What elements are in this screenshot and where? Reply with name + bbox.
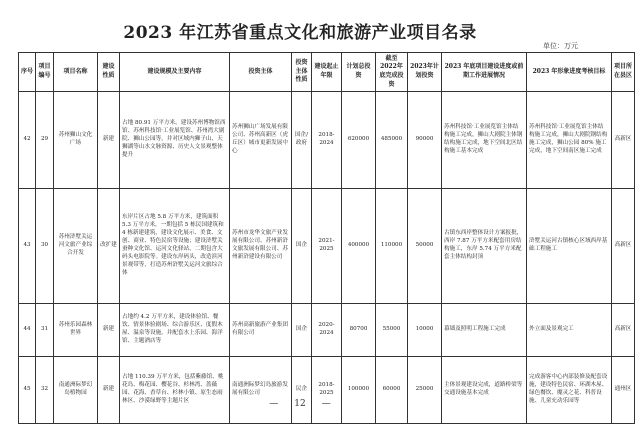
investor-cell: 苏州高新旅游产业集团有限公司 <box>230 304 292 357</box>
header-cell: 投资主体性质 <box>292 53 312 92</box>
header-cell: 项目所在县区 <box>612 53 635 92</box>
content-cell: 占地 110.39 万平方米，包括紫藤馆、桃花岛、梅花园、樱花谷、杉林湾、蔷薇园、花海、香草台、杉林小镇、原生态雨林区、沙漠绿野等主题片区 <box>120 357 230 424</box>
content-cell: 占地 80.91 万平方米，建设苏州博物馆西馆、苏州科技馆·工业展览馆、苏州湾大剧院、狮山公园等，并对区域内狮子山、天狮湖等山水文脉资源、历史人文景观整体提升 <box>120 92 230 189</box>
investor-type-cell: 国企 <box>292 189 312 304</box>
code-cell: 29 <box>36 92 54 189</box>
table-row <box>19 92 635 189</box>
investor-type-cell: 民企 <box>292 357 312 424</box>
seq-cell: 43 <box>19 189 36 304</box>
header-cell: 序号 <box>19 53 36 92</box>
nature-cell: 新建 <box>98 304 120 357</box>
page-number <box>0 399 600 409</box>
table-row <box>19 304 635 357</box>
seq-cell: 42 <box>19 92 36 189</box>
done-cell: 485000 <box>376 92 408 189</box>
header-row <box>19 53 635 92</box>
plan-cell: 10000 <box>408 304 442 357</box>
total-cell: 620000 <box>342 92 376 189</box>
header-cell: 项目编号 <box>36 53 54 92</box>
name-cell: 苏州浒墅关运河文旅产业综合开发 <box>54 189 98 304</box>
done-cell: 55000 <box>376 304 408 357</box>
code-cell: 30 <box>36 189 54 304</box>
county-cell: 高新区 <box>612 189 635 304</box>
target-cell: 完成游客中心内部装修及配套设施，建设特色民宿、环湖木屋、绿色餐饮、魔灵之花、科普设施、儿童充动乐园等 <box>527 357 612 424</box>
header-cell: 2023 年底项目建设进度或前期工作进展情况 <box>442 53 527 92</box>
name-cell: 南通洲际梦幻岛植物园 <box>54 357 98 424</box>
project-table <box>18 52 635 424</box>
page-dash-left: — <box>269 399 279 409</box>
document-title: 2023 年江苏省重点文化和旅游产业项目名录 <box>123 23 477 43</box>
period-cell: 2018-2025 <box>312 357 342 424</box>
code-cell: 32 <box>36 357 54 424</box>
header-cell: 建设规模及主要内容 <box>120 53 230 92</box>
period-cell: 2018-2024 <box>312 92 342 189</box>
investor-type-cell: 国企/政府 <box>292 92 312 189</box>
header-cell: 2023 年形象进度考核目标 <box>527 53 612 92</box>
plan-cell: 90000 <box>408 92 442 189</box>
plan-cell: 25000 <box>408 357 442 424</box>
header-cell: 建设性质 <box>98 53 120 92</box>
plan-cell: 50000 <box>408 189 442 304</box>
page-number-value: 12 <box>294 399 306 409</box>
page-dash-right: — <box>321 399 331 409</box>
progress-cell: 幕墙及照明工程施工完成 <box>442 304 527 357</box>
nature-cell: 新建 <box>98 92 120 189</box>
done-cell: 60000 <box>376 357 408 424</box>
content-cell: 占地约 4.2 万平方米，建设体验馆、餐饮、情景体验剧场、综合游乐区、度假木屋、温泉等设施，并配套水上乐园、海洋馆、主题酒店等 <box>120 304 230 357</box>
name-cell: 苏州狮山文化广场 <box>54 92 98 189</box>
seq-cell: 44 <box>19 304 36 357</box>
investor-cell: 苏州狮山广场发展有限公司、苏州高新区（虎丘区）城市更新发展中心 <box>230 92 292 189</box>
county-cell: 高新区 <box>612 92 635 189</box>
nature-cell: 新建 <box>98 357 120 424</box>
seq-cell: 45 <box>19 357 36 424</box>
total-cell: 400000 <box>342 189 376 304</box>
done-cell: 110000 <box>376 189 408 304</box>
target-cell: 外立面及景观完工 <box>527 304 612 357</box>
target-cell: 浒墅关运河古镇核心区域西岸基础工程施工 <box>527 189 612 304</box>
progress-cell: 主体景观建设完成，道路桥梁等交通设施基本完成 <box>442 357 527 424</box>
county-cell: 通州区 <box>612 357 635 424</box>
code-cell: 31 <box>36 304 54 357</box>
investor-type-cell: 国企 <box>292 304 312 357</box>
table-row <box>19 189 635 304</box>
unit-label: 单位：万元 <box>543 42 578 50</box>
total-cell: 100000 <box>342 357 376 424</box>
content-cell: 东岸片区占地 5.8 万平方米，建筑面积 5.3 万平方米，一期包括 5 栋民国建筑和 4 栋新建建筑，建设文化展示、美食、文创、商业、特色民宿等设施；建设浒墅关蚕种文化馆、运河文化驿站、二期包含大码头电影院等。建设东岸码头，改造滨河景观带等，打造苏州浒墅关运河文旅综合体 <box>120 189 230 304</box>
progress-cell: 苏州科技馆·工业展览馆主体结构施工完成，狮山大剧院主体钢结构施工完成，地下空间北区结构施工基本完成 <box>442 92 527 189</box>
header-cell: 项目名称 <box>54 53 98 92</box>
investor-cell: 南通洲际梦幻岛旅游发展有限公司 <box>230 357 292 424</box>
total-cell: 80700 <box>342 304 376 357</box>
header-cell: 建设起止年限 <box>312 53 342 92</box>
progress-cell: 古镇东西岸整体设计方案报批，西岸 7.87 万平方米配套用房结构施工，东岸 5.74 万平方米配套主体结构封顶 <box>442 189 527 304</box>
header-cell: 2023年计划投资 <box>408 53 442 92</box>
table-row <box>19 357 635 424</box>
period-cell: 2021-2025 <box>312 189 342 304</box>
header-cell: 计划总投资 <box>342 53 376 92</box>
period-cell: 2020-2024 <box>312 304 342 357</box>
nature-cell: 改扩建 <box>98 189 120 304</box>
name-cell: 苏州乐园森林世界 <box>54 304 98 357</box>
target-cell: 苏州科技馆·工业展览馆主体结构施工完成，狮山大剧院钢结构施工完成，狮山公园 80% 施工完成，地下空间南区施工完成 <box>527 92 612 189</box>
header-cell: 投资主体 <box>230 53 292 92</box>
investor-cell: 苏州市龙华文旅产业发展有限公司、苏州新浒文旅发展有限公司、苏州新浒建设有限公司 <box>230 189 292 304</box>
county-cell: 高新区 <box>612 304 635 357</box>
header-cell: 截至2022年底完成投资 <box>376 53 408 92</box>
